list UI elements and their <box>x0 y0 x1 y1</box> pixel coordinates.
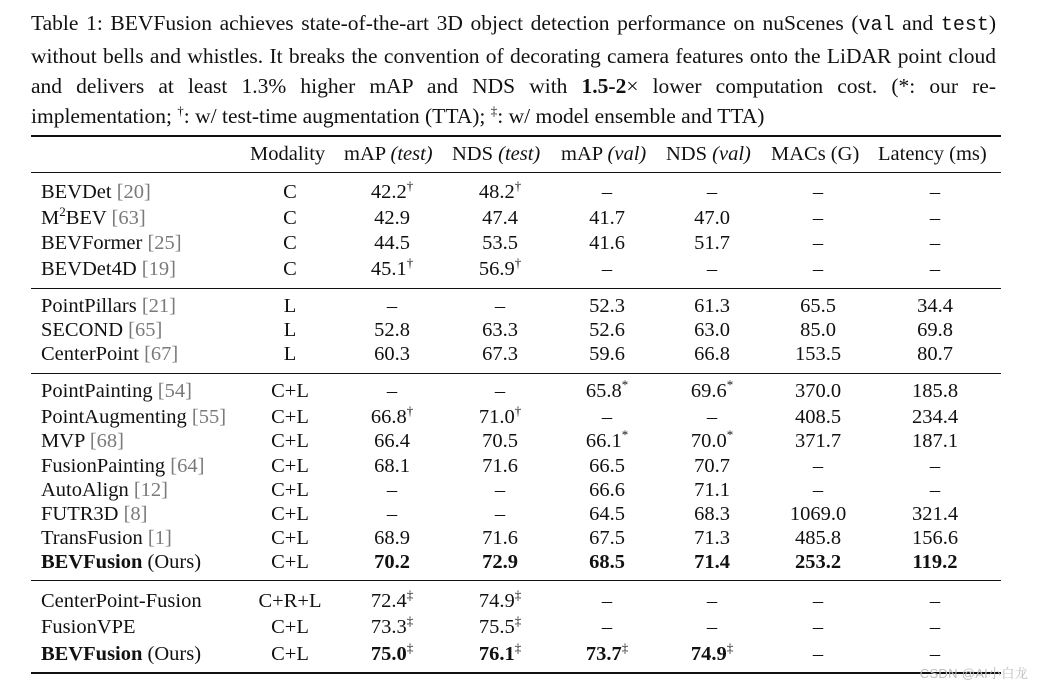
header-latency: Latency (ms) <box>878 143 987 165</box>
macs-cell: 485.8 <box>794 527 842 549</box>
nds-val-cell: 74.9‡ <box>690 640 734 665</box>
nds-val-cell: 61.3 <box>694 295 730 317</box>
lat-cell: – <box>929 232 941 254</box>
nds-val-cell: – <box>706 181 718 203</box>
map-test-cell: 68.9 <box>374 527 410 549</box>
map-test-cell: – <box>386 503 398 525</box>
group-rule-2 <box>31 373 1001 374</box>
watermark: CSDN @AI小白龙 <box>919 666 1028 681</box>
modality-cell: C+L <box>271 643 309 665</box>
modality-cell: C+L <box>271 455 309 477</box>
nds-test-cell: 71.6 <box>482 527 518 549</box>
nds-test-cell: 47.4 <box>482 207 518 229</box>
macs-cell: – <box>812 479 824 501</box>
modality-cell: C+L <box>271 551 309 573</box>
citation-link[interactable]: [12] <box>133 479 168 501</box>
macs-cell: – <box>812 455 824 477</box>
method-name: FusionVPE <box>41 616 136 638</box>
modality-cell: C <box>283 258 297 280</box>
lat-cell: – <box>929 455 941 477</box>
header-rule <box>31 172 1001 173</box>
method-name: PointPainting [54] <box>41 380 192 402</box>
citation-link[interactable]: [68] <box>89 430 124 452</box>
nds-val-cell: 71.3 <box>694 527 730 549</box>
method-name: TransFusion [1] <box>41 527 172 549</box>
method-name: PointAugmenting [55] <box>41 406 227 428</box>
header-nds-val: NDS (val) <box>666 143 751 165</box>
macs-cell: – <box>812 232 824 254</box>
nds-test-cell: 75.5‡ <box>478 613 522 638</box>
method-name: FUTR3D [8] <box>41 503 148 525</box>
macs-cell: – <box>812 590 824 612</box>
macs-cell: 65.5 <box>800 295 836 317</box>
map-val-cell: – <box>601 616 613 638</box>
modality-cell: C+L <box>271 406 309 428</box>
modality-cell: C+L <box>271 616 309 638</box>
map-val-cell: – <box>601 258 613 280</box>
lat-cell: 156.6 <box>911 527 959 549</box>
lat-cell: 185.8 <box>911 380 959 402</box>
nds-test-cell: 63.3 <box>482 319 518 341</box>
map-val-cell: 41.7 <box>589 207 625 229</box>
modality-cell: C <box>283 232 297 254</box>
map-test-cell: 73.3‡ <box>370 613 414 638</box>
map-test-cell: 52.8 <box>374 319 410 341</box>
table-top-rule <box>31 135 1001 137</box>
nds-val-cell: 69.6* <box>690 377 734 402</box>
nds-test-cell: 67.3 <box>482 343 518 365</box>
map-val-cell: 66.5 <box>589 455 625 477</box>
macs-cell: – <box>812 258 824 280</box>
map-val-cell: 65.8* <box>585 377 629 402</box>
citation-link[interactable]: [1] <box>147 527 172 549</box>
nds-val-cell: – <box>706 590 718 612</box>
lat-cell: 34.4 <box>917 295 953 317</box>
nds-test-cell: 48.2† <box>478 178 522 203</box>
nds-test-cell: 70.5 <box>482 430 518 452</box>
header-map-val: mAP (val) <box>561 143 647 165</box>
method-name: BEVDet4D [19] <box>41 258 176 280</box>
nds-test-cell: 72.9 <box>482 551 518 573</box>
lat-cell: – <box>929 181 941 203</box>
macs-cell: – <box>812 643 824 665</box>
nds-test-cell: 56.9† <box>478 255 522 280</box>
method-name: PointPillars [21] <box>41 295 176 317</box>
nds-test-cell: – <box>494 295 506 317</box>
map-val-cell: 73.7‡ <box>585 640 629 665</box>
map-val-cell: 41.6 <box>589 232 625 254</box>
nds-val-cell: 71.4 <box>694 551 730 573</box>
method-name: CenterPoint-Fusion <box>41 590 202 612</box>
map-val-cell: 67.5 <box>589 527 625 549</box>
method-name: BEVFormer [25] <box>41 232 182 254</box>
macs-cell: 370.0 <box>794 380 842 402</box>
map-val-cell: – <box>601 181 613 203</box>
map-val-cell: – <box>601 590 613 612</box>
nds-test-cell: 76.1‡ <box>478 640 522 665</box>
lat-cell: 234.4 <box>911 406 959 428</box>
map-test-cell: 44.5 <box>374 232 410 254</box>
lat-cell: – <box>929 479 941 501</box>
map-test-cell: 75.0‡ <box>370 640 414 665</box>
table-caption: Table 1: BEVFusion achieves state-of-the-art 3D object detection performance on nuScenes (val and test) without bells and whistles. It breaks the convention of decorating camera features onto the LiDAR point cloud and delivers at least 1.3% higher mAP and NDS with 1.5-2× lower computation cost. (*: our re-implementation; †: w/ test-time augmentation (TTA); ‡: w/ model ensemble and TTA) <box>31 11 997 128</box>
lat-cell: – <box>929 643 941 665</box>
citation-link[interactable]: [19] <box>141 258 176 280</box>
nds-test-cell: – <box>494 503 506 525</box>
lat-cell: 69.8 <box>917 319 953 341</box>
map-test-cell: – <box>386 295 398 317</box>
map-test-cell: 72.4‡ <box>370 587 414 612</box>
lat-cell: – <box>929 590 941 612</box>
header-macs: MACs (G) <box>771 143 860 165</box>
map-val-cell: – <box>601 406 613 428</box>
method-name: BEVFusion (Ours) <box>41 551 202 573</box>
map-test-cell: – <box>386 380 398 402</box>
nds-val-cell: – <box>706 616 718 638</box>
nds-val-cell: – <box>706 258 718 280</box>
nds-val-cell: 68.3 <box>694 503 730 525</box>
header-map-test: mAP (test) <box>344 143 433 165</box>
nds-val-cell: 51.7 <box>694 232 730 254</box>
modality-cell: C+L <box>271 430 309 452</box>
nds-val-cell: 66.8 <box>694 343 730 365</box>
citation-link[interactable]: [20] <box>116 181 151 203</box>
map-val-cell: 66.6 <box>589 479 625 501</box>
modality-cell: C+L <box>271 380 309 402</box>
modality-cell: C+L <box>271 527 309 549</box>
method-name: CenterPoint [67] <box>41 343 179 365</box>
group-rule-1 <box>31 288 1001 289</box>
map-test-cell: 66.8† <box>370 403 414 428</box>
macs-cell: 408.5 <box>794 406 842 428</box>
method-name: AutoAlign [12] <box>41 479 168 501</box>
map-test-cell: 60.3 <box>374 343 410 365</box>
nds-val-cell: 70.7 <box>694 455 730 477</box>
map-test-cell: 68.1 <box>374 455 410 477</box>
map-val-cell: 59.6 <box>589 343 625 365</box>
nds-test-cell: 53.5 <box>482 232 518 254</box>
lat-cell: – <box>929 207 941 229</box>
map-test-cell: 70.2 <box>374 551 410 573</box>
map-val-cell: 52.3 <box>589 295 625 317</box>
lat-cell: 187.1 <box>911 430 959 452</box>
header-nds-test: NDS (test) <box>452 143 541 165</box>
modality-cell: L <box>283 343 297 365</box>
modality-cell: C+L <box>271 503 309 525</box>
modality-cell: L <box>283 295 297 317</box>
method-name: FusionPainting [64] <box>41 455 205 477</box>
citation-link[interactable]: [64] <box>170 455 205 477</box>
macs-cell: – <box>812 616 824 638</box>
map-val-cell: 66.1* <box>585 427 629 452</box>
nds-val-cell: 71.1 <box>694 479 730 501</box>
nds-val-cell: 63.0 <box>694 319 730 341</box>
map-test-cell: – <box>386 479 398 501</box>
citation-link[interactable]: [55] <box>191 406 227 428</box>
modality-cell: L <box>283 319 297 341</box>
citation-link[interactable]: [54] <box>157 380 192 402</box>
modality-cell: C+L <box>271 479 309 501</box>
map-test-cell: 66.4 <box>374 430 410 452</box>
nds-test-cell: 71.6 <box>482 455 518 477</box>
method-name: BEVFusion (Ours) <box>41 643 202 665</box>
lat-cell: 321.4 <box>911 503 959 525</box>
citation-link[interactable]: [67] <box>144 343 179 365</box>
macs-cell: – <box>812 181 824 203</box>
nds-val-cell: 70.0* <box>690 427 734 452</box>
map-test-cell: 42.9 <box>374 207 410 229</box>
citation-link[interactable]: [63] <box>111 207 146 229</box>
map-test-cell: 42.2† <box>370 178 414 203</box>
lat-cell: 80.7 <box>917 343 953 365</box>
nds-test-cell: – <box>494 380 506 402</box>
lat-cell: 119.2 <box>912 551 958 573</box>
macs-cell: 371.7 <box>794 430 842 452</box>
method-name: MVP [68] <box>41 430 124 452</box>
method-name: BEVDet [20] <box>41 181 151 203</box>
lat-cell: – <box>929 616 941 638</box>
macs-cell: 253.2 <box>794 551 842 573</box>
macs-cell: – <box>812 207 824 229</box>
macs-cell: 153.5 <box>794 343 842 365</box>
map-test-cell: 45.1† <box>370 255 414 280</box>
header-modality: Modality <box>250 143 326 165</box>
modality-cell: C+R+L <box>258 590 322 612</box>
map-val-cell: 52.6 <box>589 319 625 341</box>
lat-cell: – <box>929 258 941 280</box>
group-rule-3 <box>31 580 1001 581</box>
citation-link[interactable]: [21] <box>141 295 176 317</box>
method-name: $M^2BEV$ [63] <box>41 204 146 229</box>
modality-cell: C <box>283 181 297 203</box>
nds-test-cell: 74.9‡ <box>478 587 522 612</box>
map-val-cell: 68.5 <box>589 551 625 573</box>
method-name: SECOND [65] <box>41 319 163 341</box>
macs-cell: 85.0 <box>800 319 836 341</box>
map-val-cell: 64.5 <box>589 503 625 525</box>
nds-val-cell: – <box>706 406 718 428</box>
macs-cell: 1069.0 <box>789 503 847 525</box>
nds-test-cell: 71.0† <box>478 403 522 428</box>
nds-test-cell: – <box>494 479 506 501</box>
citation-link[interactable]: [8] <box>123 503 148 525</box>
table-bottom-rule <box>31 672 1001 674</box>
citation-link[interactable]: [65] <box>128 319 163 341</box>
nds-val-cell: 47.0 <box>694 207 730 229</box>
citation-link[interactable]: [25] <box>147 232 182 254</box>
modality-cell: C <box>283 207 297 229</box>
